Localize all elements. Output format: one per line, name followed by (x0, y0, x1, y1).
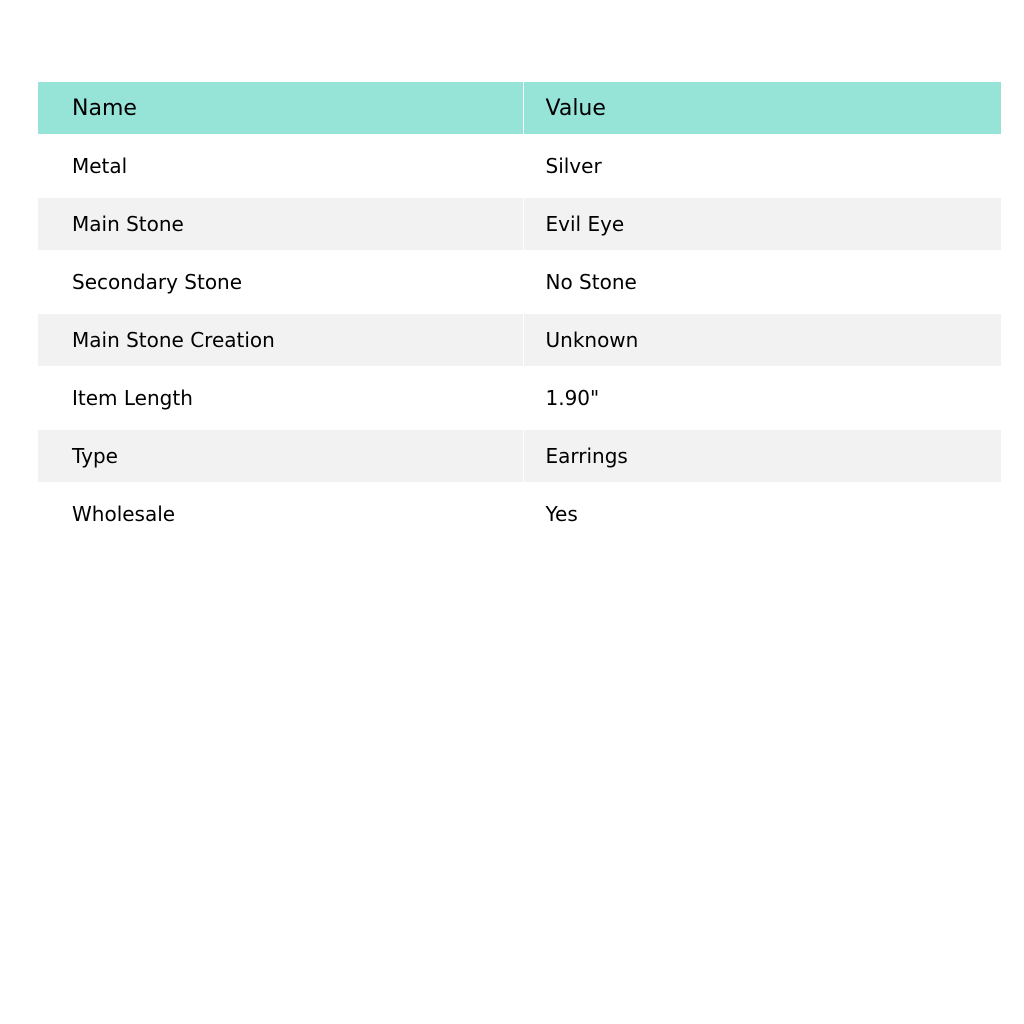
table-row (38, 195, 1001, 253)
row-name-cell: Main Stone Creation (38, 311, 523, 369)
table-row (38, 369, 1001, 427)
row-value-cell: Earrings (523, 427, 1001, 485)
row-name-cell: Secondary Stone (38, 253, 523, 311)
table-row (38, 427, 1001, 485)
specifications-table (38, 82, 1001, 540)
table-row (38, 311, 1001, 369)
column-header-value: Value (523, 82, 1001, 137)
row-value-cell: Yes (523, 485, 1001, 540)
table-row (38, 137, 1001, 195)
table-row (38, 485, 1001, 540)
row-value-cell: 1.90" (523, 369, 1001, 427)
table-header-row (38, 82, 1001, 137)
row-name-cell: Type (38, 427, 523, 485)
row-name-cell: Item Length (38, 369, 523, 427)
column-header-name: Name (38, 82, 523, 137)
table-row (38, 253, 1001, 311)
row-value-cell: Evil Eye (523, 195, 1001, 253)
row-name-cell: Wholesale (38, 485, 523, 540)
row-value-cell: Unknown (523, 311, 1001, 369)
row-name-cell: Metal (38, 137, 523, 195)
row-value-cell: Silver (523, 137, 1001, 195)
row-value-cell: No Stone (523, 253, 1001, 311)
row-name-cell: Main Stone (38, 195, 523, 253)
